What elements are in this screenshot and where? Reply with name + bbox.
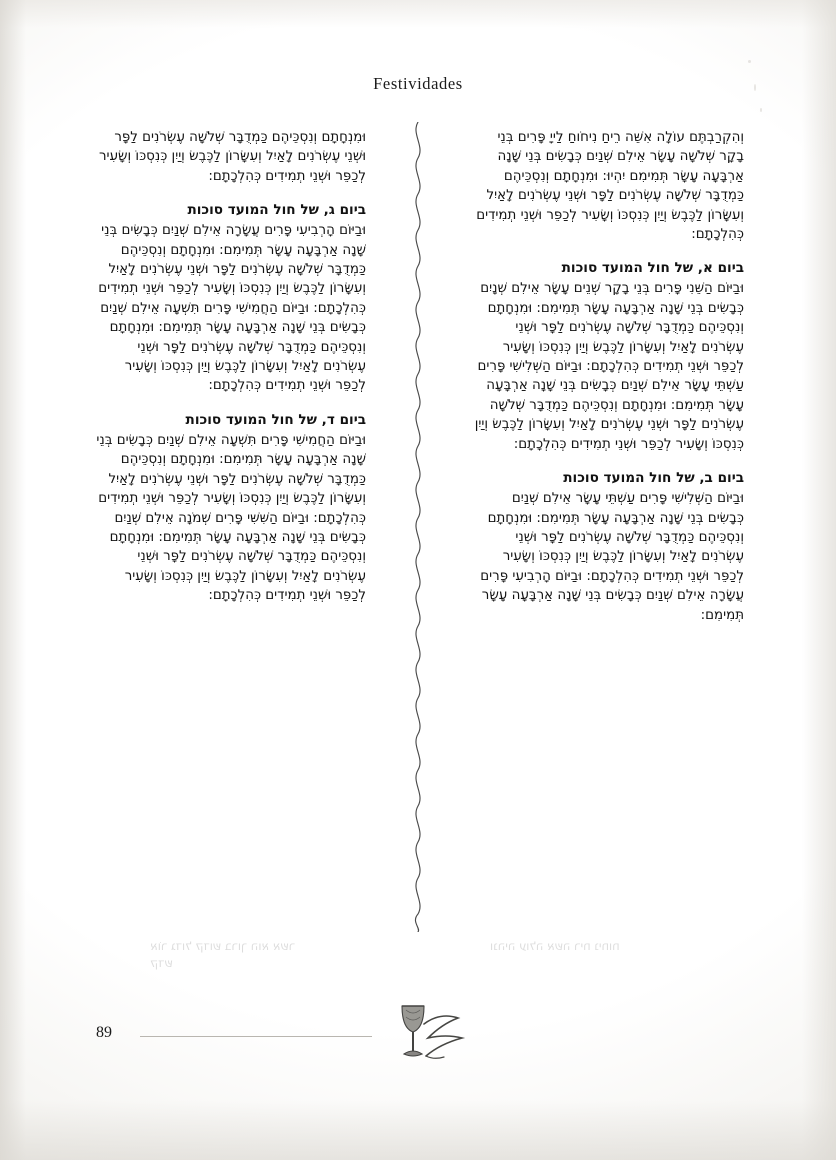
kiddush-cup-ornament-icon xyxy=(382,994,474,1072)
page-edge-shadow-top xyxy=(0,0,836,28)
footer-rule xyxy=(140,1036,372,1037)
page-title: Festividades xyxy=(373,74,463,93)
column-left xyxy=(96,128,366,606)
text-columns xyxy=(96,128,744,928)
section-heading: ביום ד, של חול המועד סוכות xyxy=(185,411,366,428)
scan-speck xyxy=(748,60,751,63)
section xyxy=(474,128,744,244)
section xyxy=(96,410,366,606)
section-heading: ביום א, של חול המועד סוכות xyxy=(561,260,744,277)
page-edge-shadow-left xyxy=(0,0,26,1160)
section xyxy=(474,258,744,454)
page-edge-shadow-right xyxy=(802,0,836,1160)
section-body: וְהִקְרַבְתֶּם עוֹלָה אִשֵּׁה רֵיחַ נִיחֹוחַ לַייָ פָּרִים בְּנֵי בָקָר שְׁלֹשָׁה עָשָׂר אֵילִם שְׁנַיִם כְּבָשִׂים בְּנֵי שָׁנָה אַרְבָּעָה עָשָׂר תְּמִימִם יִהְיוּ: וּמִנְחָתָם וְנִסְכֵּיהֶם כַּמְדֻבָּר שְׁלֹשָׁה עֶשְׂרֹנִים לַפָּר וּשְׁנֵי עֶשְׂרֹנִים לָאַיִל וְעִשָּׂרוֹן לַכֶּבֶשׂ וְיַיִן כְּנִסְכּוֹ וְשָׂעִיר לְכַפֵּר וּשְׁנֵי תְמִידִים כְּהִלְכָתָם: xyxy=(476,130,744,243)
page-edge-shadow-bottom xyxy=(0,1100,836,1160)
section xyxy=(96,128,366,186)
page-footer xyxy=(96,1002,744,1072)
section-body: וּבַיּוֹם הַחֲמִישִׁי פָּרִים תִּשְׁעָה אֵילִם שְׁנַיִם כְּבָשִׂים בְּנֵי שָׁנָה אַרְבָּעָה עָשָׂר תְּמִימִם: וּמִנְחָתָם וְנִסְכֵּיהֶם כַּמְדֻבָּר שְׁלֹשָׁה עֶשְׂרֹנִים לַפָּר וּשְׁנֵי עֶשְׂרֹנִים לָאַיִל וְעִשָּׂרוֹן לַכֶּבֶשׂ וְיַיִן כְּנִסְכּוֹ וְשָׂעִיר לְכַפֵּר וּשְׁנֵי תְמִידִים כְּהִלְכָתָם: וּבַיּוֹם הַשִּׁשִּׁי פָּרִים שְׁמֹנָה אֵילִם שְׁנַיִם כְּבָשִׂים בְּנֵי שָׁנָה אַרְבָּעָה עָשָׂר תְּמִימִם: וּמִנְחָתָם וְנִסְכֵּיהֶם כַּמְדֻבָּר שְׁלֹשָׁה עֶשְׂרֹנִים לַפָּר וּשְׁנֵי עֶשְׂרֹנִים לָאַיִל וְעִשָּׂרוֹן לַכֶּבֶשׂ וְיַיִן כְּנִסְכּוֹ וְשָׂעִיר לְכַפֵּר וּשְׁנֵי תְמִידִים כְּהִלְכָתָם: xyxy=(96,432,366,604)
bleed-through-text-right: ונהיה עולה אשה ריח ניחוח xyxy=(490,939,620,953)
section-heading: ביום ב, של חול המועד סוכות xyxy=(563,470,744,487)
bleed-through-text-left: אוֹר גדול קדוש ברוך הוא אשר קדש xyxy=(150,939,296,970)
column-right xyxy=(474,128,744,625)
section xyxy=(96,200,366,396)
section-body: וּבַיּוֹם הָרְבִיעִי פָּרִים עֲשָׂרָה אֵילִם שְׁנַיִם כְּבָשִׂים בְּנֵי שָׁנָה אַרְבָּעָה עָשָׂר תְּמִימִם: וּמִנְחָתָם וְנִסְכֵּיהֶם כַּמְדֻבָּר שְׁלֹשָׁה עֶשְׂרֹנִים לַפָּר וּשְׁנֵי עֶשְׂרֹנִים לָאַיִל וְעִשָּׂרוֹן לַכֶּבֶשׂ וְיַיִן כְּנִסְכּוֹ וְשָׂעִיר לְכַפֵּר וּשְׁנֵי תְמִידִים כְּהִלְכָתָם: וּבַיּוֹם הַחֲמִישִׁי פָּרִים תִּשְׁעָה אֵילִם שְׁנַיִם כְּבָשִׂים בְּנֵי שָׁנָה אַרְבָּעָה עָשָׂר תְּמִימִם: וּמִנְחָתָם וְנִסְכֵּיהֶם כַּמְדֻבָּר שְׁלֹשָׁה עֶשְׂרֹנִים לַפָּר וּשְׁנֵי עֶשְׂרֹנִים לָאַיִל וְעִשָּׂרוֹן לַכֶּבֶשׂ וְיַיִן כְּנִסְכּוֹ וְשָׂעִיר לְכַפֵּר וּשְׁנֵי תְמִידִים כְּהִלְכָתָם: xyxy=(98,223,366,394)
section-body: וּמִנְחָתָם וְנִסְכֵּיהֶם כַּמְדֻבָּר שְׁלֹשָׁה עֶשְׂרֹנִים לַפָּר וּשְׁנֵי עֶשְׂרֹנִים לָאַיִל וְעִשָּׂרוֹן לַכֶּבֶשׂ וְיַיִן כְּנִסְכּוֹ וְשָׂעִיר לְכַפֵּר וּשְׁנֵי תְמִידִים כְּהִלְכָתָם: xyxy=(98,130,366,184)
scan-speck xyxy=(760,108,762,112)
section xyxy=(474,468,744,625)
section-heading: ביום ג, של חול המועד סוכות xyxy=(187,202,366,219)
page-number: 89 xyxy=(96,1024,112,1041)
section-body: וּבַיּוֹם הַשְּׁלִישִׁי פָּרִים עַשְׁתֵּי עָשָׂר אֵילִם שְׁנַיִם כְּבָשִׂים בְּנֵי שָׁנָה אַרְבָּעָה עָשָׂר תְּמִימִם: וּמִנְחָתָם וְנִסְכֵּיהֶם כַּמְדֻבָּר שְׁלֹשָׁה עֶשְׂרֹנִים לַפָּר וּשְׁנֵי עֶשְׂרֹנִים לָאַיִל וְעִשָּׂרוֹן לַכֶּבֶשׂ וְיַיִן כְּנִסְכּוֹ וְשָׂעִיר לְכַפֵּר וּשְׁנֵי תְמִידִים כְּהִלְכָתָם: וּבַיּוֹם הָרְבִיעִי פָּרִים עֲשָׂרָה אֵילִם שְׁנַיִם כְּבָשִׂים בְּנֵי שָׁנָה אַרְבָּעָה עָשָׂר תְּמִימִם: xyxy=(480,491,744,623)
section-body: וּבַיּוֹם הַשֵּׁנִי פָּרִים בְּנֵי בָקָר שְׁנֵים עָשָׂר אֵילִם שְׁנָיִם כְּבָשִׂים בְּנֵי שָׁנָה אַרְבָּעָה עָשָׂר תְּמִימִם: וּמִנְחָתָם וְנִסְכֵּיהֶם כַּמְדֻבָּר שְׁלֹשָׁה עֶשְׂרֹנִים לַפָּר וּשְׁנֵי עֶשְׂרֹנִים לָאַיִל וְעִשָּׂרוֹן לַכֶּבֶשׂ וְיַיִן כְּנִסְכּוֹ וְשָׂעִיר לְכַפֵּר וּשְׁנֵי תְמִידִים כְּהִלְכָתָם: וּבַיּוֹם הַשְּׁלִישִׁי פָּרִים עַשְׁתֵּי עָשָׂר אֵילִם שְׁנַיִם כְּבָשִׂים בְּנֵי שָׁנָה אַרְבָּעָה עָשָׂר תְּמִימִם: וּמִנְחָתָם וְנִסְכֵּיהֶם כַּמְדֻבָּר שְׁלֹשָׁה עֶשְׂרֹנִים לַפָּר וּשְׁנֵי עֶשְׂרֹנִים לָאַיִל וְעִשָּׂרוֹן לַכֶּבֶשׂ וְיַיִן כְּנִסְכּוֹ וְשָׂעִיר לְכַפֵּר וּשְׁנֵי תְמִידִים כְּהִלְכָתָם: xyxy=(474,281,744,452)
